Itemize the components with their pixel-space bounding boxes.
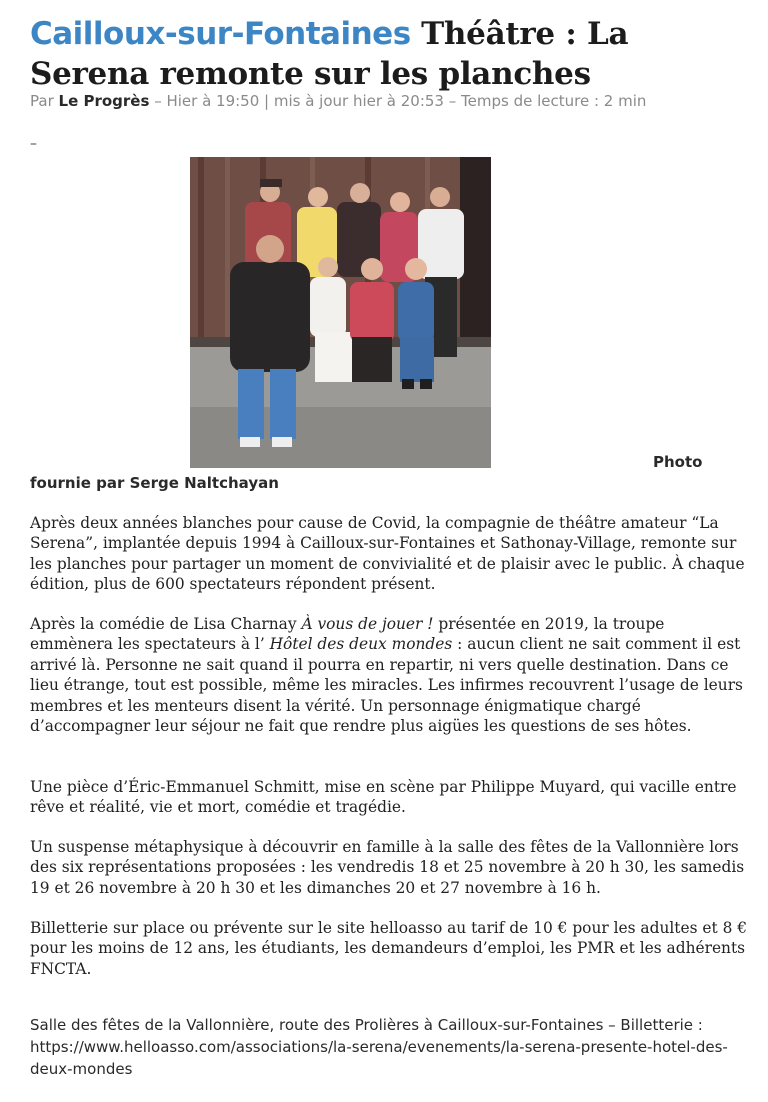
- city-label[interactable]: Cailloux-sur-Fontaines: [30, 16, 411, 52]
- venue-and-ticketing: Salle des fêtes de la Vallonnière, route des Prolières à Cailloux-sur-Fontaines – Billetterie : https://www.helloasso.com/associations/la-serena/evenements/la-serena-presente-hotel-des-deux-mondes: [30, 1016, 728, 1078]
- paragraph-5: Billetterie sur place ou prévente sur le site helloasso au tarif de 10 € pour les adultes et 8 € pour les moins de 12 ans, les étudiants, les demandeurs d’emploi, les PMR et les adhérents FNCTA.: [30, 919, 748, 978]
- play-title-previous: À vous de jouer !: [301, 615, 434, 633]
- article-headline: [30, 14, 750, 94]
- paragraph-2-text-b: présentée en 2019, la troupe emmènera les spectateurs à l’: [30, 615, 665, 654]
- paragraph-4: Un suspense métaphysique à découvrir en famille à la salle des fêtes de la Vallonnière lors des six représentations proposées : les vendredis 18 et 25 novembre à 20 h 30, les samedis 19 et 26 novembre à 20 h 30 et les dimanches 20 et 27 novembre à 16 h.: [30, 838, 745, 897]
- paragraph-1: Après deux années blanches pour cause de Covid, la compagnie de théâtre amateur “La Serena”, implantée depuis 1994 à Cailloux-sur-Fontaines et Sathonay-Village, remonte sur les planches pour partager un moment de convivialité et de plaisir avec le public. À chaque édition, plus de 600 spectateurs répondent présent.: [30, 514, 745, 594]
- byline: [30, 92, 646, 110]
- paragraph-2-text-c: : aucun client ne sait comment il est arrivé là. Personne ne sait quand il pourra en repartir, ni vers quelle destination. Dans ce lieu étrange, tout est possible, même les miracles. Les infirmes recouvrent l’usage de leurs membres et les menteurs disent la vérité. Un personnage énigmatique chargé d’accompagner leur séjour ne fait que rendre plus aigües les questions de ses hôtes.: [30, 635, 743, 736]
- photo-caption-credit: fournie par Serge Naltchayan: [30, 474, 279, 492]
- byline-prefix: Par: [30, 92, 54, 110]
- photo-caption-label: Photo: [653, 453, 703, 471]
- paragraph-2-text-a: Après la comédie de Lisa Charnay: [30, 615, 302, 633]
- article-photo: [190, 157, 491, 468]
- paragraph-3: Une pièce d’Éric-Emmanuel Schmitt, mise en scène par Philippe Muyard, qui vacille entre rêve et réalité, vie et mort, comédie et tragédie.: [30, 778, 737, 817]
- play-title-current: Hôtel des deux mondes: [269, 635, 453, 654]
- byline-meta: – Hier à 19:50 | mis à jour hier à 20:53 – Temps de lecture : 2 min: [154, 92, 647, 110]
- paragraph-2: [30, 614, 750, 736]
- separator: –: [30, 136, 37, 152]
- article-title: Théâtre : La Serena remonte sur les planches: [30, 16, 629, 92]
- source-name[interactable]: Le Progrès: [58, 92, 150, 110]
